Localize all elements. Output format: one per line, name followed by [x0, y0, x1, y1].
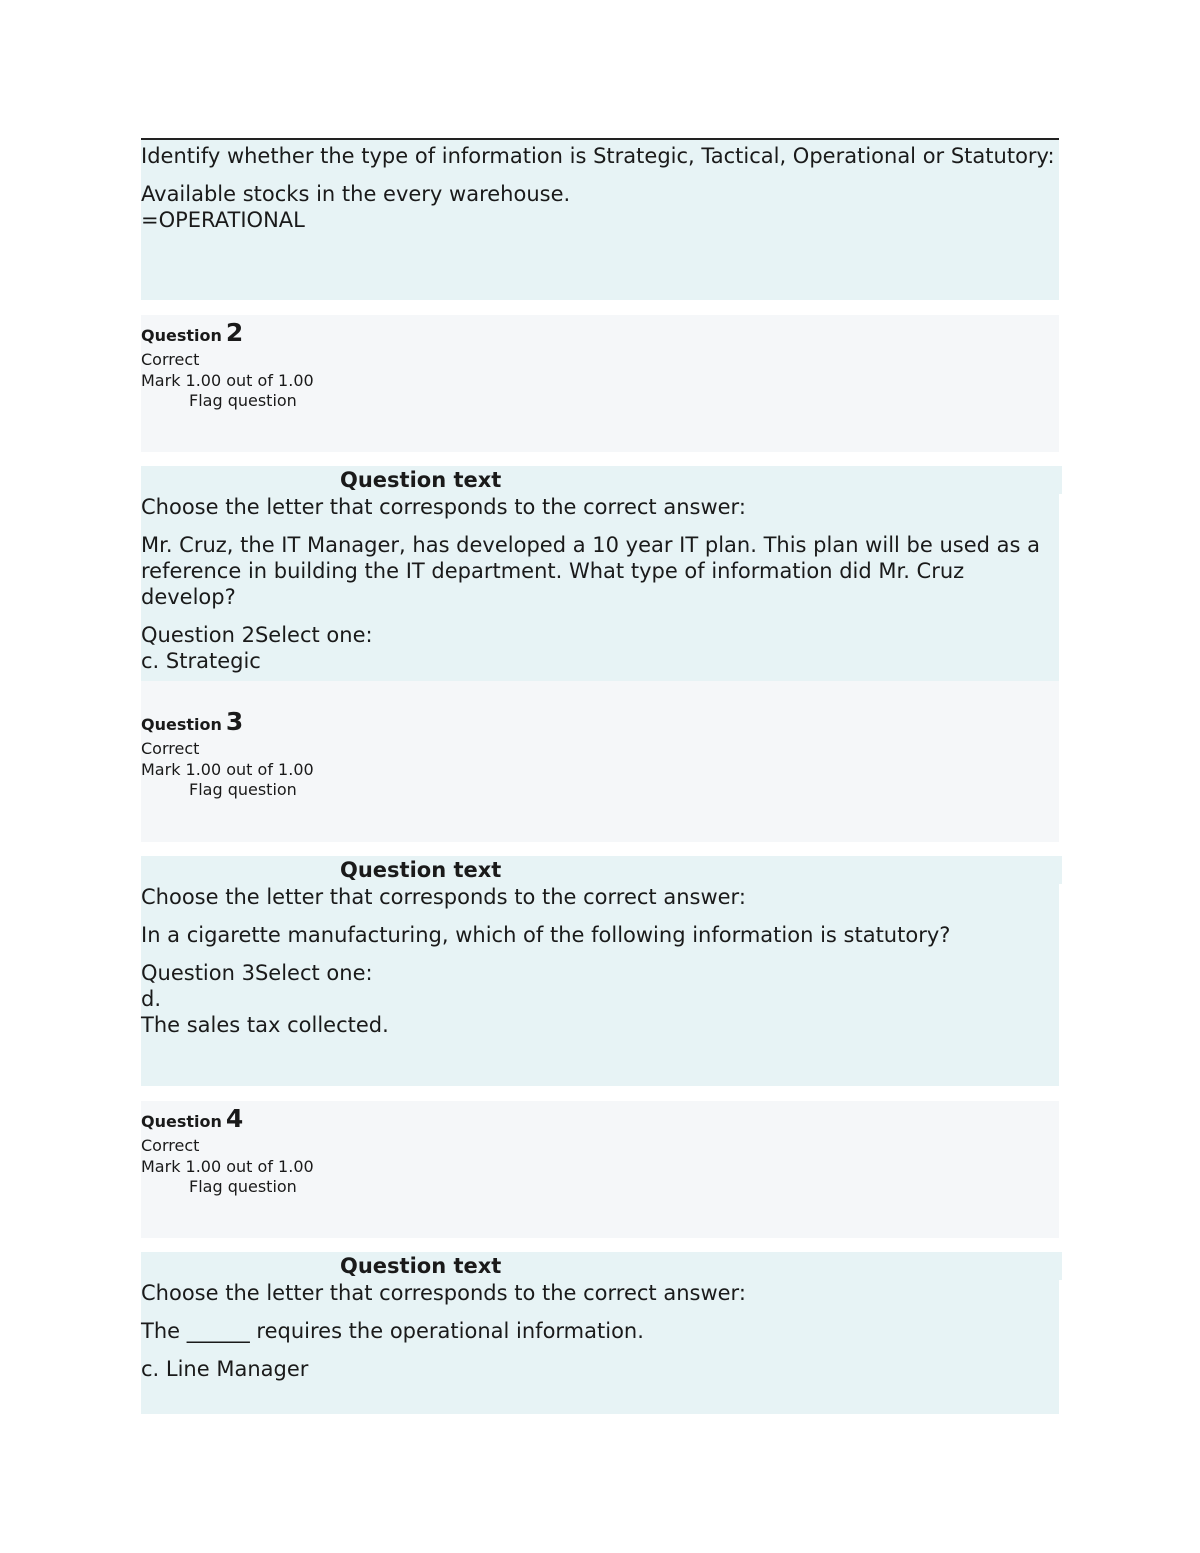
question-2-text-section [141, 466, 1059, 681]
question-1-answer: =OPERATIONAL [141, 208, 305, 232]
question-number: 3 [225, 707, 244, 736]
question-3-prompt: In a cigarette manufacturing, which of the following information is statutory? [141, 923, 951, 947]
question-4-instruction: Choose the letter that corresponds to the correct answer: [141, 1281, 746, 1305]
question-3-mark: Mark 1.00 out of 1.00 [141, 759, 314, 779]
question-3-number-line [141, 708, 1059, 739]
question-1-prompt: Available stocks in the every warehouse. [141, 182, 571, 206]
question-1-instruction: Identify whether the type of information is Strategic, Tactical, Operational or Statutory: [141, 144, 1055, 168]
question-4-mark: Mark 1.00 out of 1.00 [141, 1156, 314, 1176]
question-2-flag-link[interactable]: Flag question [189, 391, 297, 410]
question-2-text-heading: Question text [141, 466, 1062, 494]
question-4-number-line [141, 1105, 1059, 1136]
question-2-number-line [141, 319, 1059, 350]
question-3-status: Correct [141, 739, 200, 758]
document-page [141, 138, 1059, 1414]
question-2-instruction: Choose the letter that corresponds to the correct answer: [141, 495, 746, 519]
question-2-answer: c. Strategic [141, 649, 261, 673]
question-2-status: Correct [141, 350, 200, 369]
question-4-answer: c. Line Manager [141, 1357, 309, 1381]
question-3-flag-link[interactable]: Flag question [189, 780, 297, 799]
question-number: 2 [225, 318, 244, 347]
question-4-text-section [141, 1252, 1059, 1414]
question-label: Question [141, 1112, 222, 1131]
question-4-flag-link[interactable]: Flag question [189, 1177, 297, 1196]
question-3-text-box [141, 884, 1059, 1086]
question-2-mark: Mark 1.00 out of 1.00 [141, 370, 314, 390]
question-2-prompt: Mr. Cruz, the IT Manager, has developed a 10 year IT plan. This plan will be used as a reference in building the IT department. What type of information did Mr. Cruz develop? [141, 533, 1040, 609]
question-label: Question [141, 715, 222, 734]
question-4-text-heading: Question text [141, 1252, 1062, 1280]
question-4-status: Correct [141, 1136, 200, 1155]
question-3-text-section [141, 856, 1059, 1086]
question-4-prompt: The ______ requires the operational information. [141, 1319, 644, 1343]
question-3-info [141, 681, 1059, 842]
question-4-text-box [141, 1280, 1059, 1414]
question-number: 4 [225, 1104, 244, 1133]
question-3-text-heading: Question text [141, 856, 1062, 884]
question-2-info [141, 315, 1059, 452]
question-3-answer-letter: d. [141, 987, 162, 1011]
question-1-text-box [141, 140, 1059, 300]
question-3-answer: The sales tax collected. [141, 1013, 389, 1037]
question-3-instruction: Choose the letter that corresponds to the correct answer: [141, 885, 746, 909]
question-2-text-box [141, 494, 1059, 681]
question-3-select: Question 3Select one: [141, 961, 373, 985]
question-2-select: Question 2Select one: [141, 623, 373, 647]
question-label: Question [141, 326, 222, 345]
question-4-info [141, 1101, 1059, 1238]
